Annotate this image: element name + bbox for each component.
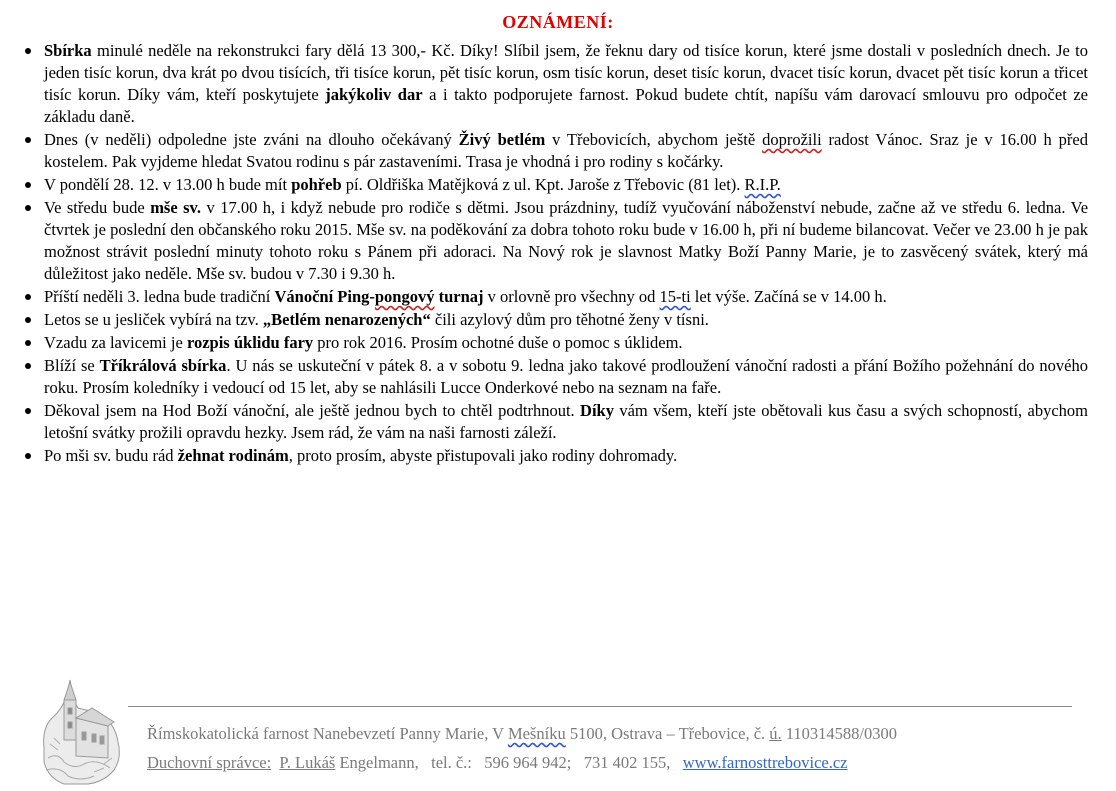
emphasis-text: Sbírka	[44, 41, 92, 60]
item-text: v 17.00 h, i když nebude pro rodiče s dětmi. Jsou prázdniny, tudíž vyučování náboženství nebude, začne až ve středu 6. ledna. Ve čtvrtek je poslední den občanského roku 2015. Mše sv. na poděkování za dobra tohoto roku bude v 16.00 h, při ní budeme bilancovat. Večer ve 23.00 h je pak možnost strávit poslední minuty tohoto roku s Pánem při adoraci. Na Nový rok je slavnost Matky Boží Panny Marie, je to zasvěcený svátek, který má důležitost jako neděle. Mše sv. budou v 7.30 i 9.30 h.	[44, 198, 1089, 283]
announcement-item	[22, 286, 1088, 308]
announcement-item	[22, 129, 1088, 173]
item-text: Blíží se	[44, 356, 100, 375]
priest-name: P. Lukáš	[279, 753, 336, 772]
item-text: a i takto podporujete farnost. Pokud budete chtít, napíšu vám darovací smlouvu pro odpočet ze základu daně.	[44, 85, 1088, 126]
item-text: R.I.P.	[744, 175, 781, 194]
item-text: v Třebovicích, abychom ještě	[545, 130, 763, 149]
item-text: . U nás se uskuteční v pátek 8. a v sobotu 9. ledna jako takové prodloužení vánoční radosti a přání Božího požehnání do nového roku. Prosím koledníky i vedoucí od 15 let, aby se nahlásili Lucce Onderkové nebo na seznam na faře.	[44, 356, 1089, 397]
item-text: 15-ti	[659, 287, 691, 306]
footer-divider	[128, 706, 1072, 707]
announcement-item	[22, 309, 1088, 331]
item-text: let výše. Začíná se v 14.00 h.	[690, 287, 887, 306]
emphasis-text: „Betlém nenarozených“	[262, 310, 431, 329]
item-text: Dnes (v neděli) odpoledne jste zváni na dlouho očekávaný	[44, 130, 459, 149]
announcement-item	[22, 445, 1088, 467]
item-text: minulé neděle na rekonstrukci fary dělá 13 300,- Kč. Díky! Slíbil jsem, že řeknu dary od tisíce korun, které jsme dostali v posledních dnech. Je to jeden tisíc korun, dva krát po dvou tisících, tři tisíce korun, pět tisíc korun, osm tisíc korun, deset tisíc korun, dvacet tisíc korun, dvacet pět tisíc korun a třicet tisíc korun. Díky vám, kteří poskytujete	[44, 41, 1088, 104]
item-text: V pondělí 28. 12. v 13.00 h bude mít	[44, 175, 292, 194]
emphasis-text: mše sv.	[150, 198, 202, 217]
item-text: Po mši sv. budu rád	[44, 446, 178, 465]
item-text: , proto prosím, abyste přistupovali jako rodiny dohromady.	[288, 446, 678, 465]
item-text: radost Vánoc. Sraz je v 16.00 h před kostelem. Pak vyjdeme hledat Svatou rodinu s pár zastaveními. Trasa je vhodná i pro rodiny s kočárky.	[44, 130, 1088, 171]
item-text: čili azylový dům pro těhotné ženy v tísni.	[430, 310, 709, 329]
announcement-item	[22, 332, 1088, 354]
emphasis-text: turnaj	[434, 287, 484, 306]
footer-address: Římskokatolická farnost Nanebevzetí Panny Marie, V Mešníku 5100, Ostrava – Třebovice, č. ú. 110314588/0300	[147, 724, 898, 743]
announcement-item	[22, 174, 1088, 196]
item-text: Letos se u jesliček vybírá na tzv.	[44, 310, 263, 329]
emphasis-text: jakýkoliv dar	[325, 85, 423, 104]
item-text: v orlovně pro všechny od	[483, 287, 660, 306]
emphasis-text: žehnat rodinám	[177, 446, 289, 465]
item-text: Vzadu za lavicemi je	[44, 333, 187, 352]
emphasis-text: Živý betlém	[458, 130, 546, 149]
footer-contact: Duchovní správce: P. Lukáš Engelmann, tel. č.: 596 964 942; 731 402 155, www.farnosttrebovice.cz	[147, 753, 848, 772]
item-text: vám všem, kteří jste obětovali kus času a svých schopností, abychom letošní svátky prožili opravdu hezky. Jsem rád, že vám na naši farnosti záleží.	[44, 401, 1088, 442]
announcement-item	[22, 197, 1088, 285]
item-text: pro rok 2016. Prosím ochotné duše o pomoc s úklidem.	[313, 333, 683, 352]
emphasis-text: Tříkrálová sbírka	[99, 356, 227, 375]
announcement-item	[22, 355, 1088, 399]
emphasis-text: pohřeb	[291, 175, 342, 194]
page-title: OZNÁMENÍ:	[502, 12, 614, 32]
announcement-list	[22, 40, 1088, 468]
emphasis-text: pongový	[374, 287, 435, 306]
item-text: doprožili	[762, 130, 822, 149]
item-text: Ve středu bude	[44, 198, 151, 217]
announcement-item	[22, 400, 1088, 444]
emphasis-text: rozpis úklidu fary	[186, 333, 314, 352]
church-logo-icon	[34, 678, 124, 788]
announcement-item	[22, 40, 1088, 128]
emphasis-text: Díky	[580, 401, 614, 420]
item-text: Děkoval jsem na Hod Boží vánoční, ale ještě jednou bych to chtěl podtrhnout.	[44, 401, 581, 420]
emphasis-text: Vánoční Ping-	[274, 287, 375, 306]
item-text: Příští neděli 3. ledna bude tradiční	[44, 287, 275, 306]
item-text: pí. Oldřiška Matějková z ul. Kpt. Jaroše z Třebovic (81 let).	[341, 175, 745, 194]
website-link[interactable]: www.farnosttrebovice.cz	[682, 753, 848, 772]
spiritual-administrator-label: Duchovní správce:	[147, 753, 272, 772]
